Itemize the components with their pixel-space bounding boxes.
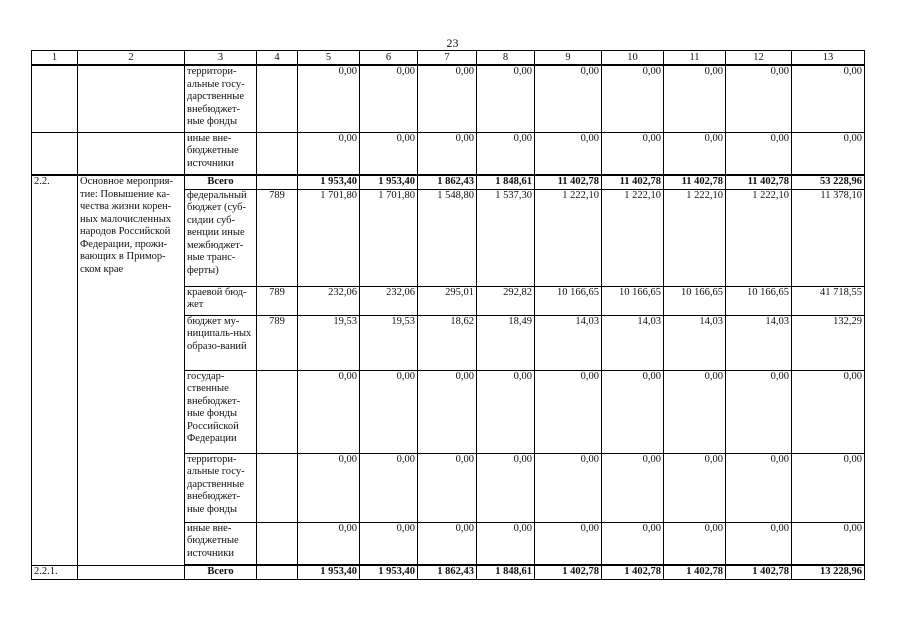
activity-name-cell: [78, 565, 185, 579]
value-cell: 10 166,65: [726, 286, 792, 315]
funding-source-cell: Всего: [185, 175, 257, 189]
value-cell: 19,53: [360, 315, 418, 370]
table-row: [32, 132, 865, 175]
value-cell: 14,03: [602, 315, 664, 370]
value-cell: 0,00: [664, 65, 726, 132]
value-cell: 0,00: [477, 132, 535, 175]
value-cell: 0,00: [418, 370, 477, 453]
value-cell: 1 222,10: [535, 189, 602, 286]
column-header: 1: [32, 51, 78, 66]
code-cell: [257, 565, 298, 579]
value-cell: 0,00: [792, 522, 865, 565]
value-cell: 0,00: [298, 453, 360, 522]
funding-source-cell: иные вне-бюджетные источники: [185, 132, 257, 175]
value-cell: 0,00: [477, 522, 535, 565]
value-cell: 1 862,43: [418, 565, 477, 579]
value-cell: 14,03: [726, 315, 792, 370]
column-header: 8: [477, 51, 535, 66]
column-header: 11: [664, 51, 726, 66]
value-cell: 0,00: [664, 370, 726, 453]
table-row: [32, 565, 865, 579]
value-cell: 14,03: [535, 315, 602, 370]
value-cell: 0,00: [418, 453, 477, 522]
value-cell: 0,00: [360, 522, 418, 565]
value-cell: 0,00: [298, 65, 360, 132]
code-cell: 789: [257, 189, 298, 286]
value-cell: 0,00: [664, 453, 726, 522]
value-cell: 0,00: [602, 132, 664, 175]
code-cell: [257, 522, 298, 565]
value-cell: 11 378,10: [792, 189, 865, 286]
funding-source-cell: федеральный бюджет (суб-сидии суб-венции иные межбюджет-ные транс-ферты): [185, 189, 257, 286]
value-cell: 0,00: [418, 132, 477, 175]
activity-name-cell: Основное мероприя-тие: Повышение ка-чества жизни корен-ных малочисленных народов Российской Федерации, прожи-вающих в Примор-ском крае: [78, 175, 185, 565]
column-header: 10: [602, 51, 664, 66]
funding-source-cell: бюджет му-ниципаль-ных образо-ваний: [185, 315, 257, 370]
value-cell: 0,00: [535, 370, 602, 453]
column-header: 7: [418, 51, 477, 66]
value-cell: 0,00: [298, 370, 360, 453]
value-cell: 0,00: [477, 453, 535, 522]
value-cell: 1 953,40: [360, 565, 418, 579]
table-row: [32, 175, 865, 189]
row-number-cell: 2.2.1.: [32, 565, 78, 579]
value-cell: 1 222,10: [664, 189, 726, 286]
value-cell: 1 402,78: [726, 565, 792, 579]
value-cell: 0,00: [664, 132, 726, 175]
funding-source-cell: Всего: [185, 565, 257, 579]
value-cell: 232,06: [360, 286, 418, 315]
value-cell: 14,03: [664, 315, 726, 370]
value-cell: 0,00: [602, 453, 664, 522]
value-cell: 53 228,96: [792, 175, 865, 189]
activity-name-cell: [78, 132, 185, 175]
value-cell: 19,53: [298, 315, 360, 370]
value-cell: 0,00: [792, 453, 865, 522]
value-cell: 1 402,78: [602, 565, 664, 579]
value-cell: 132,29: [792, 315, 865, 370]
value-cell: 11 402,78: [602, 175, 664, 189]
code-cell: [257, 370, 298, 453]
value-cell: 0,00: [726, 370, 792, 453]
value-cell: 292,82: [477, 286, 535, 315]
value-cell: 13 228,96: [792, 565, 865, 579]
value-cell: 18,62: [418, 315, 477, 370]
row-number-cell: 2.2.: [32, 175, 78, 565]
page-number: 23: [446, 36, 459, 50]
value-cell: 0,00: [418, 522, 477, 565]
column-header: 3: [185, 51, 257, 66]
row-number-cell: [32, 65, 78, 132]
value-cell: 0,00: [726, 453, 792, 522]
funding-source-cell: территори-альные госу-дарственные внебюджет-ные фонды: [185, 65, 257, 132]
funding-source-cell: государ-ственные внебюджет-ные фонды Российской Федерации: [185, 370, 257, 453]
value-cell: 0,00: [535, 522, 602, 565]
value-cell: 232,06: [298, 286, 360, 315]
value-cell: 1 548,80: [418, 189, 477, 286]
value-cell: 1 701,80: [360, 189, 418, 286]
code-cell: 789: [257, 286, 298, 315]
value-cell: 0,00: [360, 65, 418, 132]
value-cell: 10 166,65: [535, 286, 602, 315]
code-cell: [257, 175, 298, 189]
value-cell: 1 953,40: [298, 565, 360, 579]
row-number-cell: [32, 132, 78, 175]
value-cell: 41 718,55: [792, 286, 865, 315]
funding-source-cell: территори-альные госу-дарственные внебюджет-ные фонды: [185, 453, 257, 522]
value-cell: 1 862,43: [418, 175, 477, 189]
value-cell: 0,00: [726, 522, 792, 565]
table-row: [32, 65, 865, 132]
value-cell: 0,00: [360, 132, 418, 175]
funding-source-cell: иные вне-бюджетные источники: [185, 522, 257, 565]
value-cell: 11 402,78: [664, 175, 726, 189]
column-header: 2: [78, 51, 185, 66]
value-cell: 18,49: [477, 315, 535, 370]
value-cell: 0,00: [602, 65, 664, 132]
value-cell: 1 222,10: [602, 189, 664, 286]
value-cell: 0,00: [535, 132, 602, 175]
value-cell: 1 701,80: [298, 189, 360, 286]
value-cell: 1 402,78: [664, 565, 726, 579]
value-cell: 1 222,10: [726, 189, 792, 286]
column-header: 9: [535, 51, 602, 66]
code-cell: 789: [257, 315, 298, 370]
value-cell: 0,00: [535, 65, 602, 132]
value-cell: 1 402,78: [535, 565, 602, 579]
value-cell: 0,00: [726, 65, 792, 132]
value-cell: 1 848,61: [477, 565, 535, 579]
value-cell: 10 166,65: [602, 286, 664, 315]
value-cell: 0,00: [477, 370, 535, 453]
activity-name-cell: [78, 65, 185, 132]
value-cell: 0,00: [418, 65, 477, 132]
code-cell: [257, 132, 298, 175]
value-cell: 0,00: [360, 453, 418, 522]
header-row: [32, 51, 865, 66]
value-cell: 1 953,40: [298, 175, 360, 189]
value-cell: 0,00: [726, 132, 792, 175]
value-cell: 0,00: [602, 370, 664, 453]
code-cell: [257, 453, 298, 522]
code-cell: [257, 65, 298, 132]
column-header: 5: [298, 51, 360, 66]
value-cell: 1 537,30: [477, 189, 535, 286]
value-cell: 1 848,61: [477, 175, 535, 189]
value-cell: 1 953,40: [360, 175, 418, 189]
value-cell: 0,00: [792, 65, 865, 132]
column-header: 6: [360, 51, 418, 66]
funding-source-cell: краевой бюд-жет: [185, 286, 257, 315]
value-cell: 0,00: [360, 370, 418, 453]
value-cell: 11 402,78: [535, 175, 602, 189]
value-cell: 0,00: [298, 522, 360, 565]
value-cell: 0,00: [477, 65, 535, 132]
value-cell: 0,00: [792, 132, 865, 175]
column-header: 13: [792, 51, 865, 66]
value-cell: 0,00: [298, 132, 360, 175]
column-header: 12: [726, 51, 792, 66]
value-cell: 10 166,65: [664, 286, 726, 315]
value-cell: 0,00: [664, 522, 726, 565]
value-cell: 0,00: [535, 453, 602, 522]
column-header: 4: [257, 51, 298, 66]
value-cell: 11 402,78: [726, 175, 792, 189]
value-cell: 0,00: [792, 370, 865, 453]
value-cell: 0,00: [602, 522, 664, 565]
value-cell: 295,01: [418, 286, 477, 315]
budget-table: [31, 50, 865, 580]
